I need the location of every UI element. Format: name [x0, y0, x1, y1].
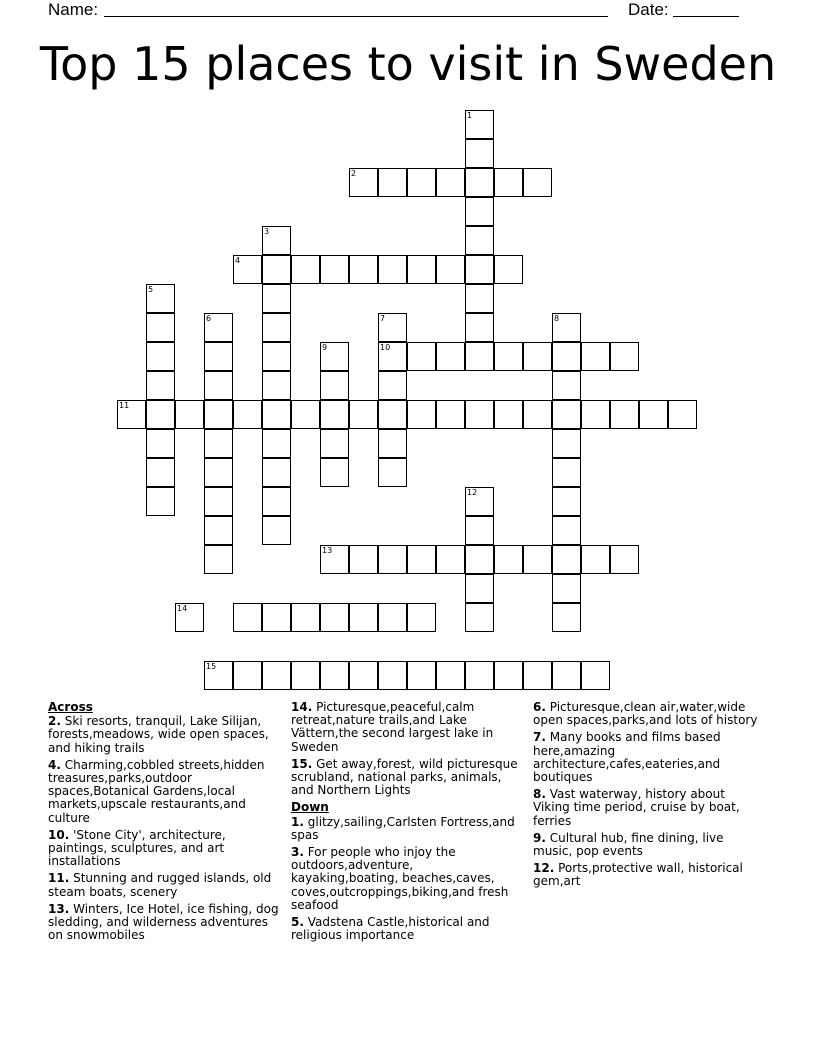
grid-cell[interactable]: [407, 400, 436, 429]
clue-text: Picturesque,clean air,water,wide open spaces,parks,and lots of history: [533, 700, 758, 728]
grid-cell[interactable]: [262, 313, 291, 342]
grid-cell[interactable]: [146, 487, 175, 516]
grid-cell[interactable]: [465, 661, 494, 690]
grid-cell[interactable]: [291, 400, 320, 429]
clue-text: Vadstena Castle,historical and religious importance: [291, 915, 490, 943]
grid-cell[interactable]: [204, 313, 233, 342]
grid-cell[interactable]: [378, 429, 407, 458]
date-field[interactable]: [673, 16, 739, 17]
grid-cell[interactable]: [465, 226, 494, 255]
grid-cell[interactable]: [407, 545, 436, 574]
clue-text: Cultural hub, fine dining, live music, pop events: [533, 830, 724, 859]
clue-text: Ski resorts, tranquil, Lake Silijan, forests,meadows, wide open spaces, and hiking trails: [48, 714, 269, 755]
grid-cell[interactable]: [494, 255, 523, 284]
grid-cell[interactable]: [465, 313, 494, 342]
grid-cell[interactable]: [552, 487, 581, 516]
grid-cell[interactable]: [465, 168, 494, 197]
grid-cell[interactable]: [204, 487, 233, 516]
grid-cell[interactable]: [552, 400, 581, 429]
grid-cell[interactable]: [523, 168, 552, 197]
grid-cell[interactable]: [320, 400, 349, 429]
clues-column-1: [48, 701, 280, 946]
grid-cell[interactable]: [523, 661, 552, 690]
worksheet-header: [48, 0, 748, 22]
clue-text: Stunning and rugged islands, old steam boats, scenery: [48, 871, 272, 899]
grid-cell[interactable]: [639, 400, 668, 429]
clue-number: 9.: [533, 830, 546, 845]
clue-number: 14.: [291, 700, 313, 714]
clue-text: Vast waterway, history about Viking time period, cruise by boat, ferries: [533, 787, 740, 828]
grid-cell[interactable]: [291, 255, 320, 284]
grid-cell[interactable]: [378, 545, 407, 574]
grid-cell[interactable]: [146, 284, 175, 313]
grid-cell[interactable]: [552, 429, 581, 458]
grid-cell[interactable]: [320, 429, 349, 458]
clue-item: [291, 701, 523, 754]
grid-cell[interactable]: [494, 342, 523, 371]
grid-cell[interactable]: [465, 603, 494, 632]
grid-cell[interactable]: [146, 342, 175, 371]
grid-cell[interactable]: [378, 313, 407, 342]
clue-item: [48, 903, 280, 943]
grid-cell[interactable]: [146, 400, 175, 429]
grid-cell[interactable]: [146, 313, 175, 342]
clue-number: 2.: [48, 714, 61, 729]
clue-number: 8.: [533, 787, 546, 802]
clue-text: For people who injoy the outdoors,adventure, kayaking,boating, beaches,caves, coves,outcroppings,biking,and fresh seafood: [291, 845, 509, 912]
grid-cell[interactable]: [436, 661, 465, 690]
clue-item: [48, 759, 280, 825]
grid-cell[interactable]: [581, 400, 610, 429]
clue-item: [533, 701, 765, 727]
grid-cell[interactable]: [204, 342, 233, 371]
clue-item: [291, 816, 523, 842]
clues-column-2: [291, 701, 523, 946]
grid-cell[interactable]: [378, 342, 407, 371]
clue-number: 5: [148, 285, 154, 294]
grid-cell[interactable]: [465, 545, 494, 574]
grid-cell[interactable]: [262, 661, 291, 690]
clue-number: 12: [467, 488, 478, 497]
grid-cell[interactable]: [204, 371, 233, 400]
clue-item: [48, 829, 280, 869]
grid-cell[interactable]: [465, 284, 494, 313]
grid-cell[interactable]: [523, 342, 552, 371]
clue-text: Winters, Ice Hotel, ice fishing, dog sledding, and wilderness adventures on snowmobiles: [48, 901, 279, 943]
clue-number: 13: [322, 546, 333, 555]
clue-number: 2: [351, 169, 357, 178]
grid-cell[interactable]: [349, 168, 378, 197]
name-label: Name:: [48, 0, 99, 19]
grid-cell[interactable]: [262, 371, 291, 400]
clue-number: 6.: [533, 700, 546, 714]
grid-cell[interactable]: [552, 603, 581, 632]
grid-cell[interactable]: [262, 487, 291, 516]
grid-cell[interactable]: [436, 545, 465, 574]
grid-cell[interactable]: [262, 255, 291, 284]
clue-item: [291, 758, 523, 798]
grid-cell[interactable]: [581, 545, 610, 574]
clue-number: 1: [467, 111, 473, 120]
clue-text: Picturesque,peaceful,calm retreat,nature trails,and Lake Vättern,the second largest lake in Sweden: [291, 700, 494, 754]
clue-item: [48, 872, 280, 898]
date-label: Date:: [628, 0, 669, 19]
clue-item: [48, 715, 280, 755]
clue-item: [533, 731, 765, 784]
grid-cell[interactable]: [581, 342, 610, 371]
grid-cell[interactable]: [349, 545, 378, 574]
grid-cell[interactable]: [552, 516, 581, 545]
grid-cell[interactable]: [204, 458, 233, 487]
grid-cell[interactable]: [436, 168, 465, 197]
clue-number: 3.: [291, 845, 304, 860]
clues-column-3: [533, 701, 765, 893]
grid-cell[interactable]: [581, 661, 610, 690]
clue-number: 7: [380, 314, 386, 323]
grid-cell[interactable]: [291, 603, 320, 632]
grid-cell[interactable]: [465, 110, 494, 139]
grid-cell[interactable]: [552, 313, 581, 342]
grid-cell[interactable]: [465, 516, 494, 545]
grid-cell[interactable]: [465, 255, 494, 284]
clue-item: [291, 846, 523, 912]
grid-cell[interactable]: [262, 429, 291, 458]
grid-cell[interactable]: [262, 516, 291, 545]
grid-cell[interactable]: [407, 255, 436, 284]
clue-number: 11.: [48, 871, 70, 886]
grid-cell[interactable]: [378, 661, 407, 690]
grid-cell[interactable]: [378, 458, 407, 487]
clue-section-heading: Across: [48, 700, 93, 714]
grid-cell[interactable]: [117, 400, 146, 429]
grid-cell[interactable]: [320, 603, 349, 632]
clue-number: 4: [235, 256, 241, 265]
clue-text: Many books and films based here,amazing architecture,cafes,eateries,and boutiques: [533, 730, 721, 785]
clue-text: Ports,protective wall, historical gem,art: [533, 861, 743, 889]
grid-cell[interactable]: [378, 255, 407, 284]
grid-cell[interactable]: [204, 545, 233, 574]
grid-cell[interactable]: [494, 168, 523, 197]
grid-cell[interactable]: [146, 371, 175, 400]
grid-cell[interactable]: [465, 400, 494, 429]
clue-number: 8: [554, 314, 560, 323]
grid-cell[interactable]: [407, 342, 436, 371]
name-field[interactable]: [104, 16, 608, 17]
grid-cell[interactable]: [407, 603, 436, 632]
grid-cell[interactable]: [204, 516, 233, 545]
grid-cell[interactable]: [552, 371, 581, 400]
grid-cell[interactable]: [233, 255, 262, 284]
grid-cell[interactable]: [668, 400, 697, 429]
grid-cell[interactable]: [262, 400, 291, 429]
grid-cell[interactable]: [262, 226, 291, 255]
grid-cell[interactable]: [349, 255, 378, 284]
grid-cell[interactable]: [349, 603, 378, 632]
grid-cell[interactable]: [320, 545, 349, 574]
grid-cell[interactable]: [146, 458, 175, 487]
clue-number: 15.: [291, 756, 313, 771]
grid-cell[interactable]: [494, 400, 523, 429]
grid-cell[interactable]: [378, 371, 407, 400]
clue-text: 'Stone City', architecture, paintings, sculptures, and art installations: [48, 827, 226, 869]
page-title: Top 15 places to visit in Sweden: [39, 37, 777, 91]
grid-cell[interactable]: [320, 458, 349, 487]
clue-number: 15: [206, 662, 217, 671]
grid-cell[interactable]: [407, 168, 436, 197]
grid-cell[interactable]: [320, 661, 349, 690]
grid-cell[interactable]: [552, 574, 581, 603]
clue-text: glitzy,sailing,Carlsten Fortress,and spas: [291, 814, 515, 842]
grid-cell[interactable]: [378, 168, 407, 197]
grid-cell[interactable]: [494, 545, 523, 574]
clue-item: [533, 832, 765, 858]
clue-number: 9: [322, 343, 328, 352]
grid-cell[interactable]: [610, 400, 639, 429]
grid-cell[interactable]: [204, 429, 233, 458]
grid-cell[interactable]: [291, 661, 320, 690]
clue-number: 10.: [48, 827, 70, 842]
grid-cell[interactable]: [436, 342, 465, 371]
grid-cell[interactable]: [523, 545, 552, 574]
clue-item: [533, 862, 765, 888]
clue-number: 7.: [533, 730, 546, 745]
grid-cell[interactable]: [552, 545, 581, 574]
grid-cell[interactable]: [175, 603, 204, 632]
grid-cell[interactable]: [465, 342, 494, 371]
clue-number: 13.: [48, 901, 70, 916]
grid-cell[interactable]: [320, 255, 349, 284]
grid-cell[interactable]: [262, 284, 291, 313]
grid-cell[interactable]: [378, 400, 407, 429]
grid-cell[interactable]: [262, 603, 291, 632]
clue-number: 6: [206, 314, 212, 323]
grid-cell[interactable]: [262, 458, 291, 487]
grid-cell[interactable]: [204, 400, 233, 429]
clue-number: 3: [264, 227, 270, 236]
grid-cell[interactable]: [610, 342, 639, 371]
grid-cell[interactable]: [320, 342, 349, 371]
grid-cell[interactable]: [204, 661, 233, 690]
grid-cell[interactable]: [233, 400, 262, 429]
clue-number: 14: [177, 604, 188, 613]
grid-cell[interactable]: [465, 197, 494, 226]
grid-cell[interactable]: [465, 574, 494, 603]
grid-cell[interactable]: [349, 400, 378, 429]
clue-number: 10: [380, 343, 391, 352]
clue-number: 1.: [291, 814, 304, 829]
grid-cell[interactable]: [552, 342, 581, 371]
grid-cell[interactable]: [146, 429, 175, 458]
grid-cell[interactable]: [320, 371, 349, 400]
clue-number: 11: [119, 401, 130, 410]
grid-cell[interactable]: [233, 661, 262, 690]
grid-cell[interactable]: [552, 458, 581, 487]
grid-cell[interactable]: [349, 661, 378, 690]
grid-cell[interactable]: [436, 255, 465, 284]
grid-cell[interactable]: [262, 342, 291, 371]
clue-number: 12.: [533, 861, 555, 876]
grid-cell[interactable]: [523, 400, 552, 429]
grid-cell[interactable]: [610, 545, 639, 574]
grid-cell[interactable]: [465, 139, 494, 168]
clue-text: Charming,cobbled streets,hidden treasures,parks,outdoor spaces,Botanical Gardens,local markets,upscale restaurants,and culture: [48, 757, 265, 825]
grid-cell[interactable]: [233, 603, 262, 632]
grid-cell[interactable]: [494, 661, 523, 690]
clue-item: [533, 788, 765, 828]
clue-text: Get away,forest, wild picturesque scrubland, national parks, animals, and Northern Lights: [291, 756, 518, 798]
grid-cell[interactable]: [175, 400, 204, 429]
grid-cell[interactable]: [436, 400, 465, 429]
grid-cell[interactable]: [552, 661, 581, 690]
clue-item: [291, 916, 523, 942]
clue-section-heading: Down: [291, 800, 329, 815]
grid-cell[interactable]: [465, 487, 494, 516]
clue-number: 4.: [48, 757, 61, 772]
grid-cell[interactable]: [378, 603, 407, 632]
grid-cell[interactable]: [407, 661, 436, 690]
clue-number: 5.: [291, 915, 304, 930]
